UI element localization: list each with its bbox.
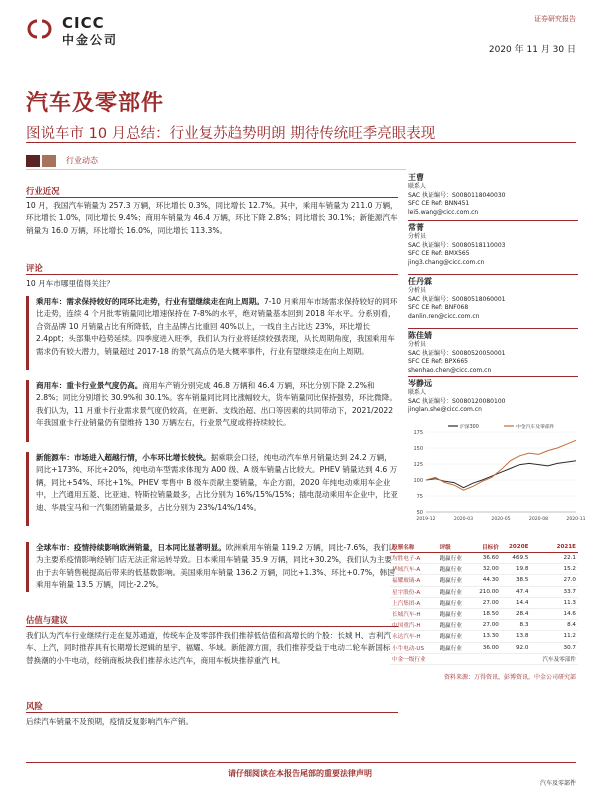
analyst-4 [408,332,578,376]
comment-section [26,262,398,274]
table-row [390,597,578,608]
table-cell: 30.7 [530,642,578,653]
analyst-role: 分析员 [408,286,427,294]
point-lead: 商用车：重卡行业景气度仍高。 [36,381,143,390]
point-lead: 全球车市：疫情持续影响欧洲销量，日本同比显著明显。 [36,543,226,552]
table-cell: 跑赢行业 [438,575,471,586]
table-cell [501,653,531,664]
report-title: 图说车市 10 月总结：行业复苏趋势明朗 期待传统旺季亮眼表现 [26,126,436,142]
analyst-rule [408,376,578,377]
performance-chart [404,420,586,528]
table-cell: 13.8 [501,631,531,642]
analyst-1 [408,174,578,218]
analyst-email[interactable]: jing3.chang@cicc.com.cn [408,259,485,267]
analyst-line: SAC 执证编号：S0080520050001 [408,349,506,357]
table-cell: 跑赢行业 [438,608,471,619]
report-date: 2020 年 11 月 30 日 [488,45,576,55]
x-tick-label: 2019-12 [416,517,436,522]
stock-name: 长城汽车-H [390,608,438,619]
table-row [390,653,578,664]
table-row [390,620,578,631]
y-tick-label: 75 [416,494,423,500]
table-cell: 19.8 [501,564,531,575]
analyst-line: SAC 执证编号：S0080120080100 [408,397,506,405]
analyst-email[interactable]: lei5.wang@cicc.com.cn [408,209,479,217]
table-row [390,608,578,619]
analyst-5 [408,380,578,415]
table-cell: 13.30 [471,631,501,642]
stock-name: 上汽集团-A [390,597,438,608]
analyst-line: SAC 执证编号：S0080518110003 [408,241,506,249]
analyst-2 [408,224,578,268]
table-cell: 跑赢行业 [438,597,471,608]
table-cell: 27.0 [530,575,578,586]
x-tick-label: 2020-05 [491,517,511,522]
point-bar [26,380,29,442]
analyst-name: 王曹 [408,173,424,182]
footer-disclaimer: 请仔细阅读在本报告尾部的重要法律声明 [228,769,372,778]
risk-heading: 风险 [26,701,43,711]
stock-name: 中金一级行业 [390,653,438,664]
x-tick-label: 2020-03 [453,517,474,522]
x-tick-label: 2020-08 [528,517,549,522]
y-tick-label: 125 [413,462,423,468]
comment-point-3 [36,452,398,514]
table-cell: 跑赢行业 [438,586,471,597]
analyst-rule [408,220,578,221]
comment-point-2 [36,380,398,430]
point-bar [26,542,29,592]
valuation-body: 我们认为汽车行业继续行走在复苏通道，传统车企及零部件我们推荐低估值和高增长的个股：长城 H、吉利汽车、上汽，同时推荐具有长期增长逻辑的星宇、福耀、华域。新能源方面，我们推荐受益于电动二轮车新国标替换潮的小牛电动，经销商板块我们推荐永达汽车，商用车板块推荐重汽 H。 [26,631,392,665]
valuation-rule [26,626,398,627]
analyst-line: SFC CE Ref: BNF068 [408,304,469,312]
overview-body: 10 月，我国汽车销量为 257.3 万辆，环比增长 0.3%，同比增长 12.7%。其中，乘用车销量为 211.0 万辆，环比增长 1.0%，同比增长 9.4%；商用车销量为 46.4 万辆，环比下降 2.8%；同比增长 30.1%；新能源汽车销量为 16.0 万辆，环比增长 16.0%，同比增长 113.3%。 [26,201,398,235]
y-tick-label: 150 [413,446,423,452]
risk-body: 后续汽车销量不及预期，疫情反复影响汽车产销。 [26,717,194,726]
footer-rule [26,762,576,763]
table-cell: 18.50 [471,608,501,619]
table-cell: 22.1 [530,553,578,564]
table-cell: 92.0 [501,642,531,653]
overview-heading: 行业近况 [26,186,60,196]
table-header: 2021E [530,542,578,553]
comment-point-4 [36,542,398,592]
cicc-logo-icon [26,18,56,40]
category-divider [26,169,406,170]
title-divider [26,142,576,143]
y-tick-label: 100 [413,478,423,484]
y-tick-label: 50 [416,510,423,516]
table-cell: 汽车及零部件 [530,653,578,664]
table-header: 2020E [501,542,531,553]
legend-label: 沪深300 [460,425,479,430]
stock-name: 福耀玻璃-A [390,575,438,586]
table-cell: 27.00 [471,620,501,631]
analyst-email[interactable]: shenhao.chen@cicc.com.cn [408,367,492,375]
analyst-rule [408,328,578,329]
analyst-role: 联系人 [408,182,427,190]
category-label: 行业动态 [66,156,98,165]
table-cell: 跑赢行业 [438,564,471,575]
point-lead: 新能源车：市场进入超越行情，小车环比增长较快。 [36,453,211,462]
point-bar [26,296,29,370]
peer-table [390,542,578,665]
analyst-email[interactable]: jinglan.she@cicc.com.cn [408,406,482,414]
table-cell: 27.00 [471,597,501,608]
analyst-name: 常菁 [408,223,424,232]
legend-label: 中金汽车及零部件 [516,425,555,430]
table-cell: 36.60 [471,553,501,564]
table-row [390,553,578,564]
table-row [390,631,578,642]
logo-en: CICC [62,14,105,32]
source-note: 资料来源：万得资讯，彭博资讯，中金公司研究部 [443,674,576,681]
comment-point-1 [36,296,398,358]
analyst-email[interactable]: danlin.ren@cicc.com.cn [408,313,480,321]
table-header-row [390,542,578,553]
valuation-heading: 估值与建议 [26,615,68,625]
table-cell: 38.5 [501,575,531,586]
point-bar [26,452,29,526]
stock-name: 中国重汽-H [390,620,438,631]
point-text: 欧洲乘用车销量 119.2 万辆，同比-7.6%，我们认为主要系疫情影响经销门店无法正常运转导致。日本乘用车销量 35.9 万辆，同比+30.2%，我们认为主要由于去年销售税提高后带来的低基数影响。美国乘用车销量 136.2 万辆，同比+1.3%、环比+0.7%，韩国乘用车销量 13.5 万辆，同比-2.2%。 [36,543,396,590]
table-cell: 跑赢行业 [438,620,471,631]
point-lead: 乘用车：需求保持较好的同环比走势，行业有望继续走在向上周期。 [36,297,264,306]
stock-name: 小牛电动-US [390,642,438,653]
valuation-section [26,614,398,626]
table-cell: 跑赢行业 [438,553,471,564]
analyst-role: 分析员 [408,232,427,240]
logo-cn: 中金公司 [62,33,119,47]
table-cell: 14.4 [501,597,531,608]
table-cell: 跑赢行业 [438,631,471,642]
analyst-role: 联系人 [408,388,427,396]
table-row [390,586,578,597]
table-cell: 47.4 [501,586,531,597]
analyst-rule [408,274,578,275]
table-cell: 11.3 [530,597,578,608]
analyst-line: SAC 执证编号：S0080118040030 [408,191,506,199]
comment-intro: 10 月车市哪里值得关注？ [26,279,115,288]
analyst-role: 分析员 [408,340,427,348]
table-cell: 469.5 [501,553,531,564]
overview-rule [26,197,398,198]
stock-name: 永达汽车-H [390,631,438,642]
table-row [390,575,578,586]
analyst-3 [408,278,578,322]
report-type: 证券研究报告 [534,15,576,23]
analyst-name: 岑静远 [408,379,432,388]
y-tick-label: 175 [413,430,423,436]
table-cell: 32.00 [471,564,501,575]
analyst-line: SAC 执证编号：S0080518060001 [408,295,506,303]
point-text: 商用车产销分别完成 46.8 万辆和 46.4 万辆，环比分别下降 2.2%和 2.8%；同比分别增长 30.9%和 30.1%。客车销量同比同比涨幅较大，货车销量同比保持强势，环比微降。我们认为，11 月重卡行业需求景气度仍较高，在更新、支线治超、出口等因素的共同带动下，2021/2022 年我国重卡行业销量仍有望维持 130 万辆左右，行业景气度或将持续较长。 [36,381,397,428]
table-cell: 44.30 [471,575,501,586]
analyst-name: 陈佳婧 [408,331,432,340]
table-cell: 8.3 [501,620,531,631]
table-cell: 33.7 [530,586,578,597]
table-cell: 跑赢行业 [438,642,471,653]
risk-rule [26,712,398,713]
table-row [390,642,578,653]
x-tick-label: 2020-11 [566,517,586,522]
stock-name: 均胜电子-A [390,553,438,564]
sector-title: 汽车及零部件 [26,91,165,116]
table-cell [471,653,501,664]
table-header: 股票名称 [390,542,438,553]
table-header: 评级 [438,542,471,553]
analyst-line: SFC CE Ref: BMX565 [408,250,470,258]
analyst-line: SFC CE Ref: BPX665 [408,358,468,366]
category-swatch-light [42,155,56,167]
table-cell: 28.4 [501,608,531,619]
analyst-name: 任丹霖 [408,277,432,286]
table-cell: 36.00 [471,642,501,653]
table-header: 目标价 [471,542,501,553]
table-cell: 15.2 [530,564,578,575]
stock-name: 星宇股份-A [390,586,438,597]
analyst-line: SFC CE Ref: BNN451 [408,200,470,208]
point-text: 据乘联会口径，纯电动汽车单月销量达到 24.2 万辆，同比+173%、环比+20%，纯电动车型需求体现为 A00 级、A 级车销量占比较大。PHEV 销量达到 4.6 万辆，同比+54%、环比+1%。PHEV 零售中 B 级车贡献主要销量，车企方面，2020 年纯电动乘用车企业中，上汽通用五菱、比亚迪、特斯拉销量最多，占比分别为 16%/15%/15%；插电混动乘用车企业中，比亚迪、华晨宝马和一汽集团销量最多，占比分别为 23%/14%/14%。 [36,453,398,512]
table-cell: 210.00 [471,586,501,597]
stock-name: 华域汽车-A [390,564,438,575]
point-text: 7-10 月乘用车市场需求保持较好的同环比走势，连续 4 个月批零销量同比增速保持在 7-8%的水平，绝对销量基本回到 2018 年水平。分系别看，合资品牌 10 月销量占比有所降低，自主品牌占比重回 40%以上，一线自主占比达 23%，环比增长 2.4ppt；头部集中趋势延续。四季度进入旺季，我们认为行业将延续较强表现，从长周期角度，我国乘用车需求仍有较大潜力，销量超过 2017-18 的景气高点仍是大概率事件，行业有望继续走在向上周期。 [36,297,398,356]
table-cell: 11.2 [530,631,578,642]
risk-section [26,700,398,712]
comment-rule [26,274,398,275]
category-swatch-dark [26,155,40,167]
comment-heading: 评论 [26,263,43,273]
overview-section [26,185,398,197]
table-cell: 14.6 [530,608,578,619]
table-row [390,564,578,575]
footer-sector: 汽车及零部件 [539,780,576,787]
table-cell [438,653,471,664]
table-cell: 8.4 [530,620,578,631]
